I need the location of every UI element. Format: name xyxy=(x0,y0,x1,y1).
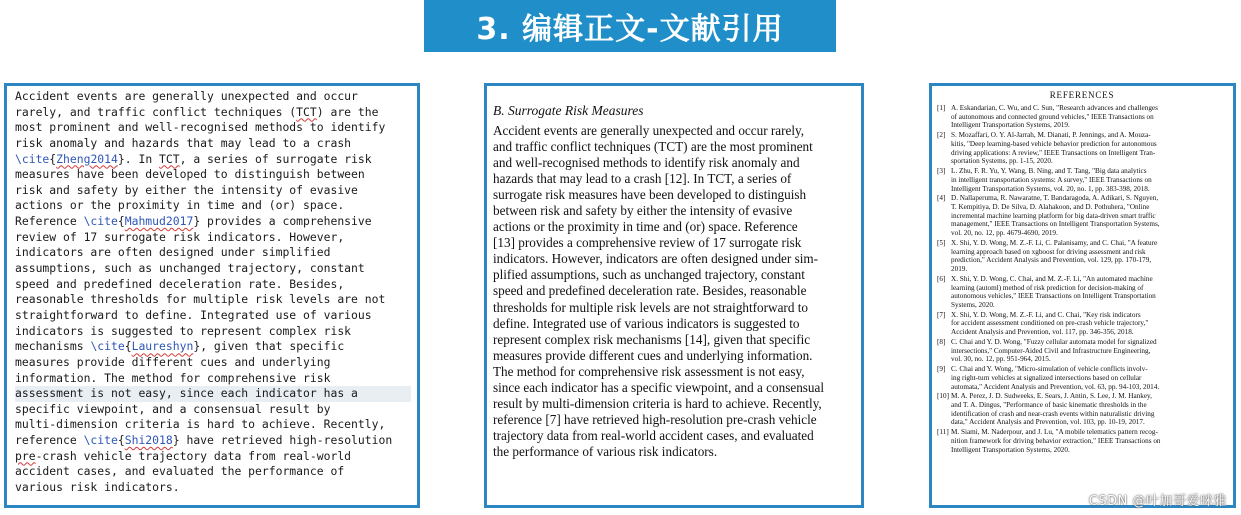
reference-line: M. Siami, M. Naderpour, and J. Lu, "A mobile telematics pattern recog- xyxy=(951,428,1158,437)
reference-item xyxy=(937,311,1227,337)
reference-text xyxy=(951,338,1227,364)
source-line[interactable] xyxy=(15,214,411,230)
source-text: -crash vehicle trajectory data from real-world xyxy=(35,448,352,463)
source-text: information. The method for comprehensive risk xyxy=(15,370,331,385)
reference-line: learning (automl) method of risk prediction for decision-making of xyxy=(951,283,1144,292)
reference-item xyxy=(937,194,1227,238)
source-line[interactable] xyxy=(15,480,411,496)
cite-command: \cite xyxy=(90,339,125,354)
reference-number: [8] xyxy=(937,337,946,346)
reference-line: sportation Systems, pp. 1-15, 2020. xyxy=(951,157,1053,166)
reference-item xyxy=(937,167,1227,193)
references-panel xyxy=(929,83,1236,508)
reference-item xyxy=(937,338,1227,364)
reference-number: [9] xyxy=(937,365,946,374)
reference-text xyxy=(951,167,1227,193)
reference-line: Accident Analysis and Prevention, vol. 117, pp. 346-356, 2018. xyxy=(951,328,1134,337)
references-list xyxy=(937,104,1227,454)
reference-line: of autonomous and connected ground vehicles," IEEE Transactions on xyxy=(951,112,1154,121)
source-line[interactable] xyxy=(15,386,411,402)
reference-line: T. Kempitiya, D. De Silva, D. Alahakoon, and D. Pothuhera, "Online xyxy=(951,203,1150,212)
source-text: have retrieved high-resolution xyxy=(179,433,393,448)
reference-line: learning approach based on xgboost for driving assessment and risk xyxy=(951,247,1146,256)
reference-item xyxy=(937,239,1227,274)
source-text: } xyxy=(193,214,201,229)
reference-line: driving applications: A review," IEEE Transactions on Intelligent Tran- xyxy=(951,148,1156,157)
paragraph-line: indicators. However, indicators are often designed under sim- xyxy=(493,251,819,267)
source-line[interactable] xyxy=(15,417,411,433)
reference-line: incremental machine learning platform for big data-driven smart traffic xyxy=(951,211,1156,220)
reference-text xyxy=(951,104,1227,130)
source-text: rarely, and traffic conflict techniques ( xyxy=(15,104,297,119)
watermark: CSDN @叶加哥爱咪雅 xyxy=(1088,494,1227,509)
reference-text xyxy=(951,365,1227,391)
latex-source-text[interactable] xyxy=(7,86,417,496)
reference-line: kitis, "Deep learning-based vehicle behavior prediction for autonomous xyxy=(951,139,1157,148)
source-text: actions or the proximity in time and (or) space. xyxy=(15,198,345,213)
paragraph-line: represent complex risk mechanisms [14], given that specific xyxy=(493,331,811,347)
reference-line: vol. 20, no. 12, pp. 4679-4690, 2019. xyxy=(951,229,1058,238)
cite-key: Zheng2014 xyxy=(56,151,118,166)
source-text: specific viewpoint, and a consensual result by xyxy=(15,401,331,416)
reference-line: D. Nallaperuma, R. Nawaratne, T. Bandaragoda, A. Adikari, S. Nguyen, xyxy=(951,194,1159,203)
reference-line: and T. A. Dingus, "Performance of basic kinematic thresholds in the xyxy=(951,401,1147,410)
reference-text xyxy=(951,428,1227,454)
cite-key: Laureshyn xyxy=(131,339,194,354)
paragraph-line: [13] provides a comprehensive review of 17 surrogate risk xyxy=(493,235,802,251)
source-text: reference xyxy=(15,433,84,448)
reference-line: data," Accident Analysis and Prevention, vol. 103, pp. 10-19, 2017. xyxy=(951,418,1145,427)
reference-text xyxy=(951,311,1227,337)
paragraph-line: reference [7] have retrieved high-resolution pre-crash vehicle xyxy=(493,411,817,427)
reference-line: ing right-turn vehicles at signalized intersections based on cellular xyxy=(951,373,1142,382)
paragraph-line: result by multi-dimension criteria is hard to achieve. Recently, xyxy=(493,395,822,411)
paragraph-line: measures provide different cues and underlying information. xyxy=(493,347,813,363)
source-text: { xyxy=(124,339,132,354)
source-text: straightforward to define. Integrated use of various xyxy=(15,307,372,322)
latex-source-panel[interactable] xyxy=(4,83,420,508)
source-line[interactable] xyxy=(15,245,411,261)
paragraph-line: between risk and safety by either the intensity of evasive xyxy=(493,203,793,219)
paragraph-line: since each indicator has a specific viewpoint, and a consensual xyxy=(493,379,825,395)
reference-number: [2] xyxy=(937,131,946,140)
paragraph-line: plified assumptions, such as unchanged trajectory, constant xyxy=(493,267,805,283)
paragraph-line: and well-recognised methods to identify risk anomaly and xyxy=(493,155,800,171)
paragraph-line: speed and predefined deceleration rate. Besides, reasonable xyxy=(493,283,807,299)
paragraph-line: actions or the proximity in time and (or) space. Reference xyxy=(493,219,798,235)
reference-line: Intelligent Transportation Systems, 2020. xyxy=(951,445,1070,454)
reference-line: autonomous vehicles," IEEE Transactions on Intelligent Transportation xyxy=(951,292,1156,301)
reference-line: for accident assessment conditioned on pre-crash vehicle trajectory," xyxy=(951,319,1149,328)
source-text: TCT xyxy=(159,151,180,166)
source-text: multi-dimension criteria is hard to achieve. Recently, xyxy=(15,417,386,432)
reference-line: X. Shi, Y. D. Wong, M. Z.-F. Li, and C. Chai, "Key risk indicators xyxy=(951,310,1141,319)
source-text: assessment is not easy, since each indicator has a xyxy=(15,386,358,401)
source-text: reasonable thresholds for multiple risk levels are not xyxy=(15,292,386,307)
source-text: pre xyxy=(15,448,36,463)
source-line[interactable] xyxy=(15,433,411,449)
source-text: TCT xyxy=(296,104,317,119)
source-line[interactable] xyxy=(15,89,411,105)
reference-number: [7] xyxy=(937,310,946,319)
reference-text xyxy=(951,392,1227,427)
source-line[interactable] xyxy=(15,183,411,199)
source-line[interactable] xyxy=(15,371,411,387)
source-line[interactable] xyxy=(15,339,411,355)
reference-number: [11] xyxy=(937,428,949,437)
paragraph-line: The method for comprehensive risk assessment is not easy, xyxy=(493,363,805,379)
source-text: Accident events are generally unexpected and occur xyxy=(15,89,358,103)
cite-key: Shi2018 xyxy=(124,433,173,448)
source-text: risk anomaly and hazards that may lead to a crash xyxy=(15,135,352,150)
source-text: measures have been developed to distinguish between xyxy=(15,167,365,182)
section-title-banner xyxy=(424,0,836,52)
reference-line: S. Mozaffari, O. Y. Al-Jarrah, M. Dianati, P. Jennings, and A. Mouza- xyxy=(951,131,1151,140)
paragraph-line: thresholds for multiple risk levels are not straightforward to xyxy=(493,299,808,315)
source-line[interactable] xyxy=(15,152,411,168)
reference-line: A. Eskandarian, C. Wu, and C. Sun, "Research advances and challenges xyxy=(951,104,1158,112)
reference-number: [10] xyxy=(937,392,949,401)
reference-text xyxy=(951,239,1227,274)
source-text: provides a comprehensive xyxy=(200,214,372,229)
source-line[interactable] xyxy=(15,198,411,214)
reference-line: management," IEEE Transactions on Intelligent Transportation Systems, xyxy=(951,220,1160,229)
reference-line: Systems, 2020. xyxy=(951,300,995,309)
source-line[interactable] xyxy=(15,277,411,293)
reference-line: identification of crash and near-crash events within naturalistic driving xyxy=(951,409,1155,418)
reference-line: intersections," Computer-Aided Civil and Infrastructure Engineering, xyxy=(951,346,1151,355)
reference-number: [1] xyxy=(937,104,946,112)
reference-line: automata," Accident Analysis and Prevention, vol. 63, pp. 94-103, 2014. xyxy=(951,382,1160,391)
source-text: most prominent and well-recognised methods to identify xyxy=(15,120,386,135)
source-line[interactable] xyxy=(15,464,411,480)
source-line[interactable] xyxy=(15,120,411,136)
source-line[interactable] xyxy=(15,308,411,324)
reference-item xyxy=(937,131,1227,166)
reference-item xyxy=(937,275,1227,310)
cite-command: \cite xyxy=(83,214,118,229)
paragraph-line: the performance of various risk indicators. xyxy=(493,443,718,459)
source-line[interactable] xyxy=(15,136,411,152)
reference-number: [3] xyxy=(937,167,946,176)
reference-number: [5] xyxy=(937,238,946,247)
source-text: review of 17 surrogate risk indicators. However, xyxy=(15,229,345,244)
reference-line: prediction," Accident Analysis and Prevention, vol. 129, pp. 170-179, xyxy=(951,256,1152,265)
reference-line: C. Chai and Y. D. Wong, "Fuzzy cellular automata model for signalized xyxy=(951,337,1157,346)
source-text: indicators are often designed under simplified xyxy=(15,245,331,260)
source-text: } xyxy=(193,339,201,354)
source-line[interactable] xyxy=(15,261,411,277)
source-line[interactable] xyxy=(15,105,411,121)
source-text: Reference xyxy=(15,214,84,229)
compiled-output-panel xyxy=(484,83,864,508)
source-text: { xyxy=(117,433,125,448)
reference-line: nition framework for driving behavior extraction," IEEE Transactions on xyxy=(951,436,1161,445)
reference-number: [6] xyxy=(937,274,946,283)
source-line[interactable] xyxy=(15,449,411,465)
paragraph-line: define. Integrated use of various indicators is suggested to xyxy=(493,315,800,331)
source-text: { xyxy=(117,214,125,229)
reference-text xyxy=(951,275,1227,310)
compiled-paragraph xyxy=(493,123,855,460)
source-text: mechanisms xyxy=(15,339,91,354)
reference-line: L. Zhu, F. R. Yu, Y. Wang, B. Ning, and T. Tang, "Big data analytics xyxy=(951,167,1147,176)
source-text: , given that specific xyxy=(200,339,345,354)
reference-text xyxy=(951,194,1227,238)
cite-key: Mahmud2017 xyxy=(124,214,194,229)
source-line[interactable] xyxy=(15,292,411,308)
source-text: } xyxy=(172,433,180,448)
source-text: risk and safety by either the intensity of evasive xyxy=(15,182,358,197)
paragraph-line: and traffic conflict techniques (TCT) are the most prominent xyxy=(493,139,813,155)
source-text: assumptions, such as unchanged trajectory, constant xyxy=(15,261,365,276)
source-text: ) are the xyxy=(316,104,379,119)
paragraph-line: surrogate risk measures have been developed to distinguish xyxy=(493,187,807,203)
reference-item xyxy=(937,392,1227,427)
reference-line: X. Shi, Y. D. Wong, C. Chai, and M. Z.-F. Li, "An automated machine xyxy=(951,274,1153,283)
reference-line: 2019. xyxy=(951,265,968,274)
references-title: REFERENCES xyxy=(1049,90,1115,100)
source-text: . In xyxy=(124,151,160,166)
source-text: , a series of surrogate risk xyxy=(179,151,372,166)
source-text: various risk indicators. xyxy=(15,480,180,495)
subsection-heading: B. Surrogate Risk Measures xyxy=(493,103,644,118)
source-line[interactable] xyxy=(15,402,411,418)
source-line[interactable] xyxy=(15,324,411,340)
reference-line: C. Chai and Y. Wong, "Micro-simulation of vehicle conflicts involv- xyxy=(951,365,1148,374)
reference-line: M. A. Perez, J. D. Sudweeks, E. Sears, J. Antin, S. Lee, J. M. Hankey, xyxy=(951,392,1152,401)
source-text: } xyxy=(117,151,125,166)
reference-line: Intelligent Transportation Systems, 2019. xyxy=(951,121,1070,130)
paragraph-line: hazards that may lead to a crash [12]. In TCT, a series of xyxy=(493,171,792,187)
source-text: indicators is suggested to represent complex risk xyxy=(15,323,352,338)
source-text: measures provide different cues and underlying xyxy=(15,354,331,369)
cite-command: \cite xyxy=(15,151,50,166)
reference-line: vol. 30, no. 12, pp. 951-964, 2015. xyxy=(951,355,1051,364)
cite-command: \cite xyxy=(83,433,118,448)
source-text: speed and predefined deceleration rate. Besides, xyxy=(15,276,345,291)
section-title: 3. 编辑正文-文献引用 xyxy=(476,12,784,47)
reference-number: [4] xyxy=(937,194,946,203)
source-line[interactable] xyxy=(15,167,411,183)
reference-item xyxy=(937,365,1227,391)
source-line[interactable] xyxy=(15,230,411,246)
reference-line: Intelligent Transportation Systems, vol. 20, no. 1, pp. 383-398, 2018. xyxy=(951,184,1150,193)
paragraph-line: trajectory data from real-world accident cases, and evaluated xyxy=(493,427,814,443)
source-text: accident cases, and evaluated the performance of xyxy=(15,464,345,479)
reference-line: in intelligent transportation systems: A survey," IEEE Transactions on xyxy=(951,175,1152,184)
reference-text xyxy=(951,131,1227,166)
source-line[interactable] xyxy=(15,355,411,371)
paragraph-line: Accident events are generally unexpected and occur rarely, xyxy=(493,123,805,138)
source-text: { xyxy=(49,151,57,166)
reference-item xyxy=(937,428,1227,454)
reference-line: X. Shi, Y. D. Wong, M. Z.-F. Li, C. Palanisamy, and C. Chai, "A feature xyxy=(951,238,1158,247)
reference-item xyxy=(937,104,1227,130)
